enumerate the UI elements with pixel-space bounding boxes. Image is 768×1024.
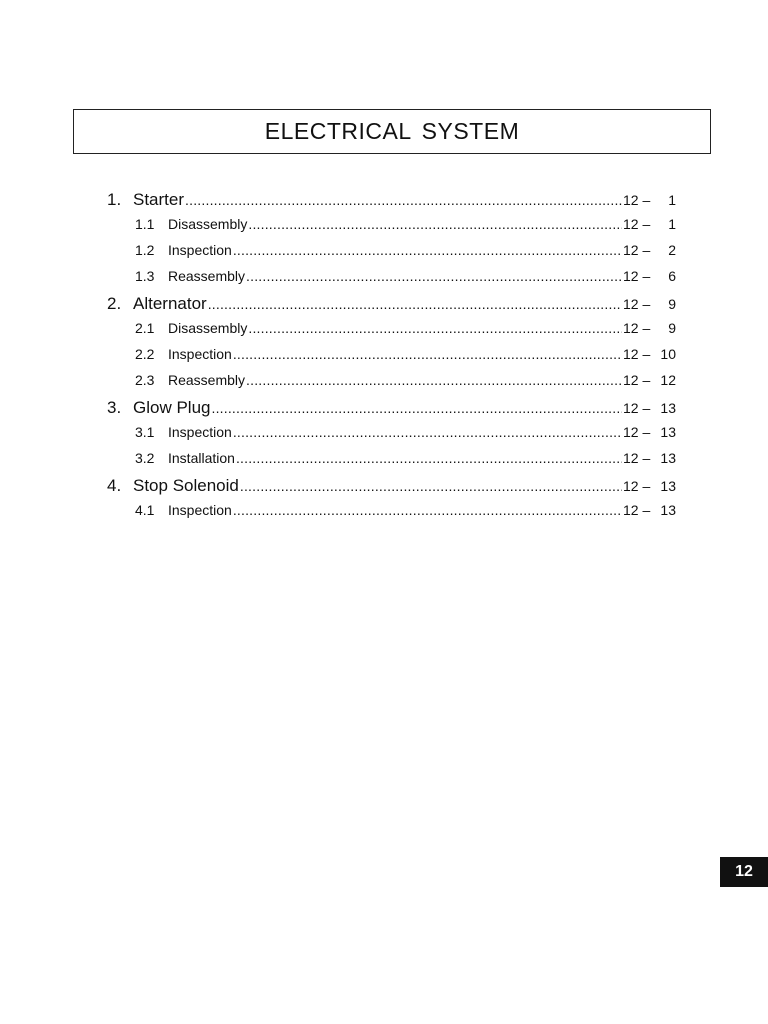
- toc-entry-stop-solenoid-inspection[interactable]: [107, 502, 676, 528]
- section-tab-badge: 12: [720, 857, 768, 887]
- toc-entry-number: 1.2: [135, 242, 155, 258]
- toc-entry-number: 2.3: [135, 372, 155, 388]
- toc-entry-label: Inspection: [168, 424, 232, 440]
- dot-leader: [208, 296, 622, 312]
- dot-leader: [240, 478, 622, 494]
- toc-entry-alternator-inspection[interactable]: [107, 346, 676, 372]
- toc-entry-page: 12 – 13: [623, 400, 676, 416]
- toc-entry-page: 12 – 9: [623, 320, 676, 336]
- toc-entry-starter-reassembly[interactable]: [107, 268, 676, 294]
- dot-leader: [248, 320, 622, 336]
- toc-entry-glow-plug-inspection[interactable]: [107, 424, 676, 450]
- toc-entry-starter-disassembly[interactable]: [107, 216, 676, 242]
- toc-entry-number: 3.2: [135, 450, 155, 466]
- dot-leader: [246, 372, 622, 388]
- dot-leader: [233, 242, 622, 258]
- dot-leader: [233, 424, 622, 440]
- table-of-contents: [107, 190, 676, 528]
- toc-entry-page: 12 – 10: [623, 346, 676, 362]
- toc-entry-label: Installation: [168, 450, 235, 466]
- toc-entry-alternator[interactable]: [107, 294, 676, 320]
- toc-entry-number: 3.: [107, 398, 122, 417]
- toc-entry-page: 12 – 13: [623, 478, 676, 494]
- toc-entry-alternator-disassembly[interactable]: [107, 320, 676, 346]
- toc-entry-number: 2.1: [135, 320, 155, 336]
- dot-leader: [248, 216, 622, 232]
- toc-entry-number: 2.2: [135, 346, 155, 362]
- toc-entry-label: Glow Plug: [133, 398, 211, 417]
- toc-entry-starter-inspection[interactable]: [107, 242, 676, 268]
- toc-entry-stop-solenoid[interactable]: [107, 476, 676, 502]
- title-box: [73, 109, 711, 154]
- toc-entry-page: 12 – 6: [623, 268, 676, 284]
- dot-leader: [211, 400, 622, 416]
- toc-entry-label: Disassembly: [168, 320, 248, 336]
- toc-entry-label: Reassembly: [168, 268, 246, 284]
- toc-entry-label: Inspection: [168, 242, 232, 258]
- toc-entry-page: 12 – 13: [623, 424, 676, 440]
- toc-entry-label: Stop Solenoid: [133, 476, 239, 495]
- toc-entry-label: Inspection: [168, 346, 232, 362]
- toc-entry-number: 1.3: [135, 268, 155, 284]
- toc-entry-number: 1.1: [135, 216, 155, 232]
- toc-entry-glow-plug-installation[interactable]: [107, 450, 676, 476]
- toc-entry-label: Inspection: [168, 502, 232, 518]
- toc-entry-label: Starter: [133, 190, 185, 209]
- dot-leader: [246, 268, 622, 284]
- toc-entry-page: 12 – 9: [623, 296, 676, 312]
- toc-entry-glow-plug[interactable]: [107, 398, 676, 424]
- toc-entry-starter[interactable]: [107, 190, 676, 216]
- toc-entry-label: Reassembly: [168, 372, 246, 388]
- toc-entry-number: 1.: [107, 190, 122, 209]
- toc-entry-label: Disassembly: [168, 216, 248, 232]
- page-title: ELECTRICAL SYSTEM: [264, 118, 520, 144]
- toc-entry-page: 12 – 12: [623, 372, 676, 388]
- toc-entry-page: 12 – 1: [623, 216, 676, 232]
- dot-leader: [233, 346, 622, 362]
- dot-leader: [185, 192, 622, 208]
- dot-leader: [233, 502, 622, 518]
- dot-leader: [236, 450, 622, 466]
- toc-entry-page: 12 – 13: [623, 502, 676, 518]
- toc-entry-alternator-reassembly[interactable]: [107, 372, 676, 398]
- toc-entry-number: 3.1: [135, 424, 155, 440]
- toc-entry-page: 12 – 2: [623, 242, 676, 258]
- toc-entry-number: 4.: [107, 476, 122, 495]
- toc-entry-label: Alternator: [133, 294, 207, 313]
- toc-entry-page: 12 – 13: [623, 450, 676, 466]
- toc-entry-number: 4.1: [135, 502, 155, 518]
- toc-entry-number: 2.: [107, 294, 122, 313]
- toc-entry-page: 12 – 1: [623, 192, 676, 208]
